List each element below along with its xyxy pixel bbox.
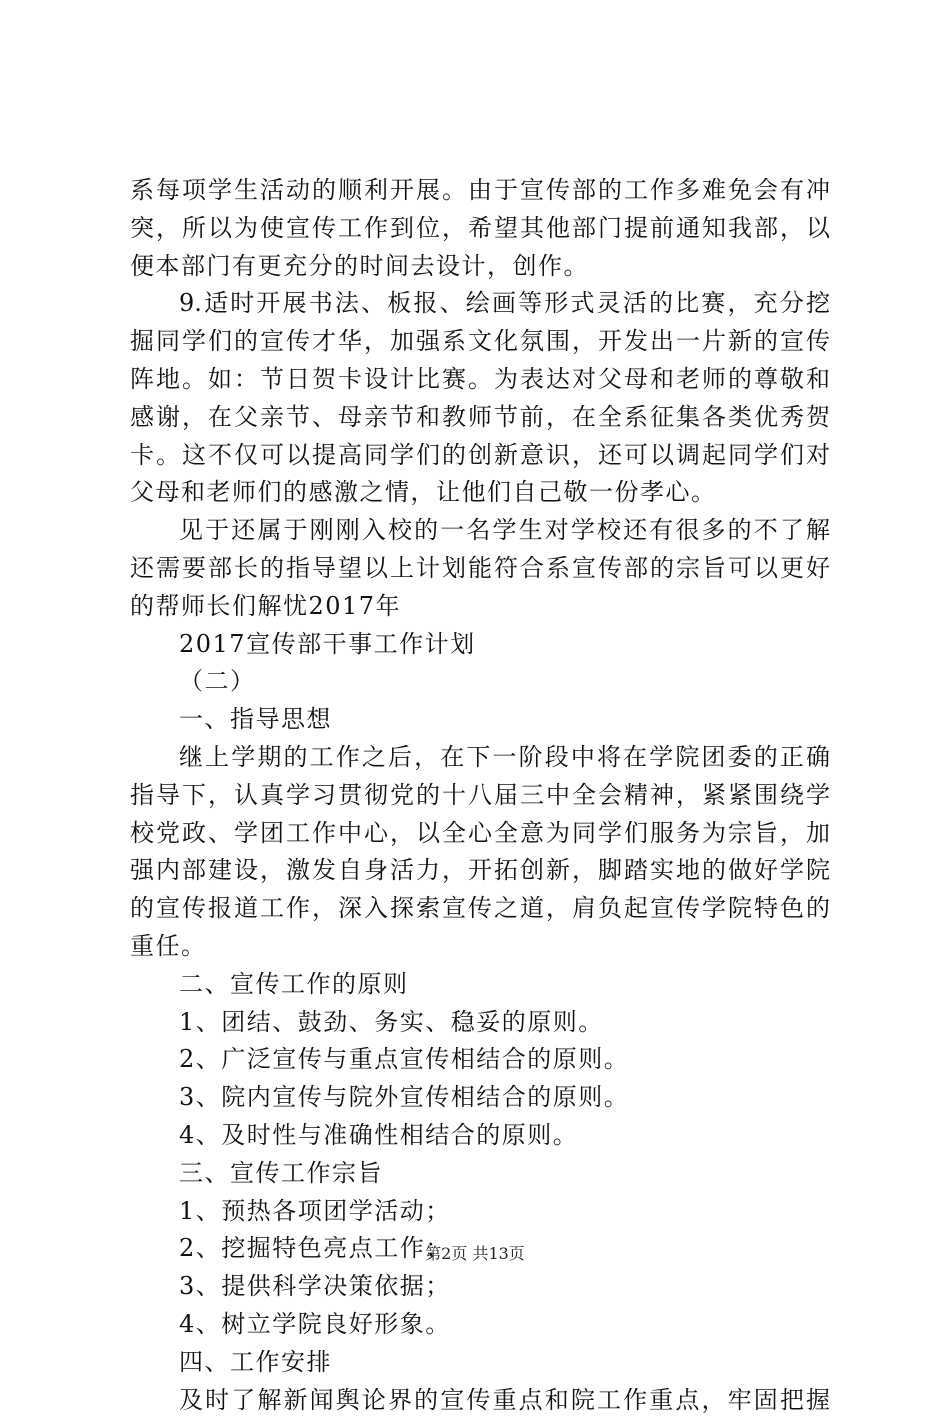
document-subtitle: （二） bbox=[130, 663, 830, 701]
section-heading: 四、工作安排 bbox=[130, 1344, 830, 1382]
text-line: 父母和老师们的感激之情，让他们自己敬一份孝心。 bbox=[130, 474, 830, 512]
page-number-footer: 第2页 共13页 bbox=[0, 1244, 950, 1264]
text-line: 便本部门有更充分的时间去设计，创作。 bbox=[130, 248, 830, 286]
text-line: 的宣传报道工作，深入探索宣传之道，肩负起宣传学院特色的 bbox=[130, 890, 830, 928]
text-line: 感谢，在父亲节、母亲节和教师节前，在全系征集各类优秀贺 bbox=[130, 399, 830, 437]
text-line: 校党政、学团工作中心，以全心全意为同学们服务为宗旨，加 bbox=[130, 815, 830, 853]
list-item: 2、广泛宣传与重点宣传相结合的原则。 bbox=[130, 1041, 830, 1079]
list-item: 1、预热各项团学活动； bbox=[130, 1193, 830, 1231]
paragraph-line: 及时了解新闻舆论界的宣传重点和院工作重点，牢固把握 bbox=[130, 1382, 830, 1419]
text-line: 还需要部长的指导望以上计划能符合系宣传部的宗旨可以更好 bbox=[130, 550, 830, 588]
list-item: 3、提供科学决策依据； bbox=[130, 1268, 830, 1306]
paragraph-line: 继上学期的工作之后，在下一阶段中将在学院团委的正确 bbox=[130, 739, 830, 777]
text-line: 阵地。如：节日贺卡设计比赛。为表达对父母和老师的尊敬和 bbox=[130, 361, 830, 399]
section-heading: 三、宣传工作宗旨 bbox=[130, 1155, 830, 1193]
text-line: 的帮师长们解忧2017年 bbox=[130, 588, 830, 626]
list-item: 3、院内宣传与院外宣传相结合的原则。 bbox=[130, 1079, 830, 1117]
numbered-paragraph-line: 9.适时开展书法、板报、绘画等形式灵活的比赛，充分挖 bbox=[130, 285, 830, 323]
list-item: 2、挖掘特色亮点工作； bbox=[130, 1230, 830, 1268]
list-item: 4、树立学院良好形象。 bbox=[130, 1306, 830, 1344]
document-title: 2017宣传部干事工作计划 bbox=[130, 626, 830, 664]
text-line: 重任。 bbox=[130, 928, 830, 966]
list-item: 1、团结、鼓劲、务实、稳妥的原则。 bbox=[130, 1004, 830, 1042]
text-line: 系每项学生活动的顺利开展。由于宣传部的工作多难免会有冲 bbox=[130, 172, 830, 210]
document-body bbox=[130, 172, 830, 1419]
paragraph-line: 见于还属于刚刚入校的一名学生对学校还有很多的不了解 bbox=[130, 512, 830, 550]
list-item: 4、及时性与准确性相结合的原则。 bbox=[130, 1117, 830, 1155]
text-line: 卡。这不仅可以提高同学们的创新意识，还可以调起同学们对 bbox=[130, 437, 830, 475]
text-line: 掘同学们的宣传才华，加强系文化氛围，开发出一片新的宣传 bbox=[130, 323, 830, 361]
section-heading: 二、宣传工作的原则 bbox=[130, 966, 830, 1004]
text-line: 突，所以为使宣传工作到位，希望其他部门提前通知我部，以 bbox=[130, 210, 830, 248]
text-line: 指导下，认真学习贯彻党的十八届三中全会精神，紧紧围绕学 bbox=[130, 777, 830, 815]
section-heading: 一、指导思想 bbox=[130, 701, 830, 739]
text-line: 强内部建设，激发自身活力，开拓创新，脚踏实地的做好学院 bbox=[130, 852, 830, 890]
